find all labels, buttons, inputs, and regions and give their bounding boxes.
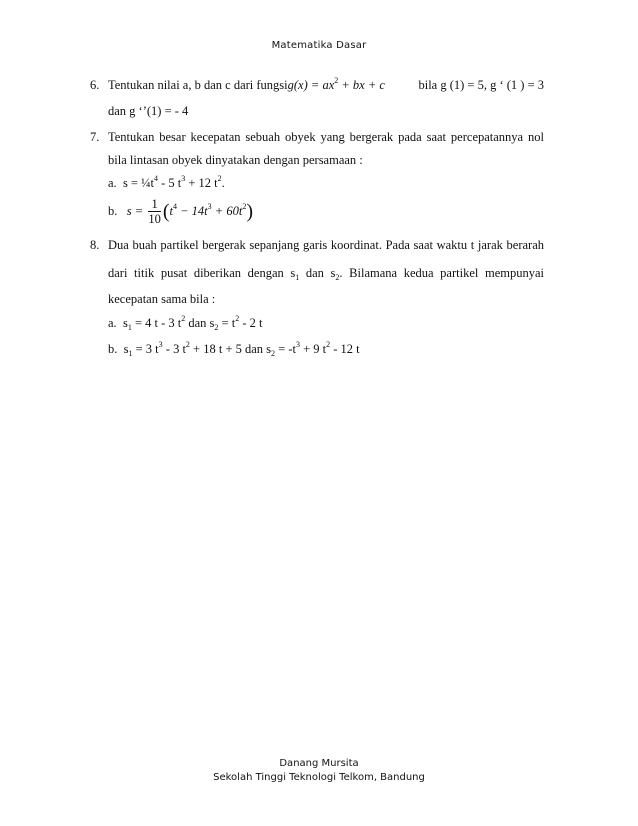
footer-institution: Sekolah Tinggi Teknologi Telkom, Bandung — [213, 772, 425, 783]
problem-8-b: b. $s_1 = 3$ $t^3 - 3$ $t^2 + 18$ t + 5 dan $s_2 = -t^3 + 9$ $t^2 - 12$ t — [108, 340, 360, 358]
problem-7-b: b. s = $\frac{1}{10}$ $(t^4 - 14t^3 + 60t^2)$ — [108, 197, 253, 226]
problem-7-a: a. $s = \frac{1}{4}t^4 - 5$ $t^3 + 12$ $t^2$. — [108, 174, 225, 190]
footer-author: Danang Mursita — [279, 758, 359, 769]
problem-8-a: a. $s_1 = 4$ t - 3 $t^2$ dan $s_2 = t^2 - 2$ t — [108, 314, 263, 332]
fraction: $\frac{1}{10}$ — [148, 197, 161, 226]
problem-8-line-2: dari titik pusat diberikan dengan $s_1$ dan $s_2$. Bilamana kedua partikel mempunyai — [108, 266, 544, 282]
problem-8-line-3: kecepatan sama bila : — [108, 292, 216, 306]
problem-6-line-2: dan g ‘’(1) = - 4 — [108, 104, 189, 118]
problem-number: 6. — [90, 78, 100, 92]
problem-6-line-1: Tentukan nilai a, b dan c dari fungsig(x) = $ax^2$ + bx + c bila g (1) = 5, g ‘ (1 ) = 3 — [108, 76, 544, 92]
page-header-title: Matematika Dasar — [271, 40, 367, 51]
problem-7-line-1: Tentukan besar kecepatan sebuah obyek yang bergerak pada saat percepatannya nol — [108, 130, 544, 144]
problem-7-line-2: bila lintasan obyek dinyatakan dengan persamaan : — [108, 153, 363, 167]
problem-8-line-1: Dua buah partikel bergerak sepanjang garis koordinat. Pada saat waktu t jarak berarah — [108, 238, 544, 252]
problem-number: 8. — [90, 238, 100, 252]
problem-number: 7. — [90, 130, 100, 144]
